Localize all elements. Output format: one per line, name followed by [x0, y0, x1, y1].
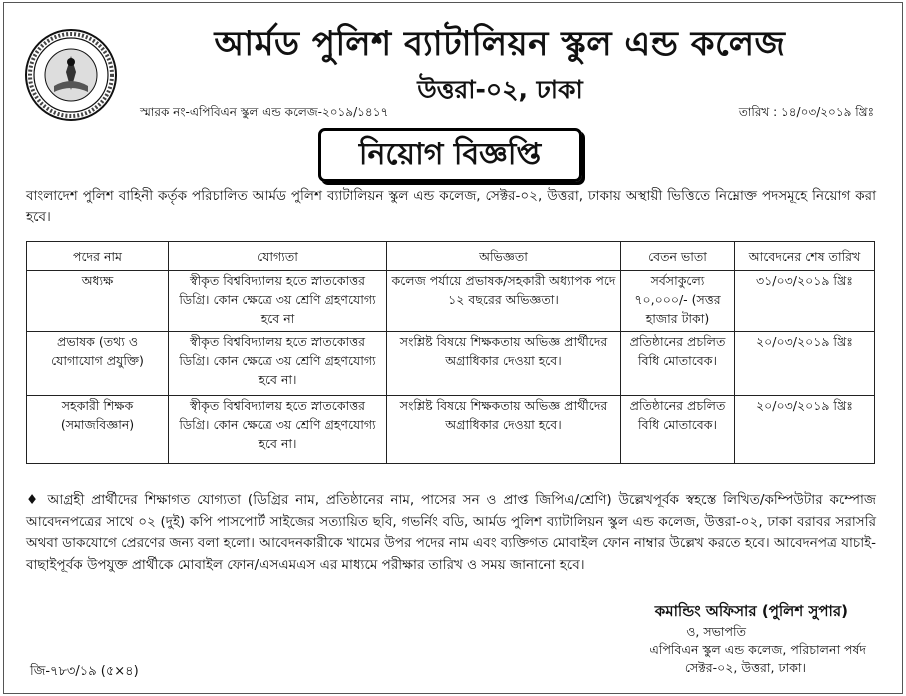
experience: কলেজ পর্যায়ে প্রভাষক/সহকারী অধ্যাপক পদে ১২ বছরের অভিজ্ঞতা।: [387, 271, 621, 332]
col-header-deadline: আবেদনের শেষ তারিখ: [735, 242, 875, 271]
experience: সংশ্লিষ্ট বিষয়ে শিক্ষকতায় অভিজ্ঞ প্রার্থীদের অগ্রাধিকার দেওয়া হবে।: [387, 332, 621, 396]
intro-paragraph: বাংলাদেশ পুলিশ বাহিনী কর্তৃক পরিচালিত আর্মড পুলিশ ব্যাটালিয়ন স্কুল এন্ড কলেজ, সেক্টর-০২, উত্তরা, ঢাকায় অস্থায়ী ভিত্তিতে নিম্নোক্ত পদসমূহে নিয়োগ করা হবে।: [26, 188, 876, 225]
salary: সর্বসাকুল্যে ৭০,০০০/- (সত্তর হাজার টাকা): [621, 271, 735, 332]
memo-number: স্মারক নং-এপিবিএন স্কুল এন্ড কলেজ-২০১৯/১৪১৭: [140, 105, 389, 119]
signatory-title: কমান্ডিং অফিসার (পুলিশ সুপার): [654, 602, 848, 620]
col-header-qualification: যোগ্যতা: [169, 242, 387, 271]
institution-title: আর্মড পুলিশ ব্যাটালিয়ন স্কুল এন্ড কলেজ: [214, 24, 786, 64]
table-row: [27, 332, 875, 396]
qualification: স্বীকৃত বিশ্ববিদ্যালয় হতে স্নাতকোত্তর ডিগ্রি। কোন ক্ষেত্রে ৩য় শ্রেণি গ্রহণযোগ্য হবে না: [169, 271, 387, 332]
col-header-salary: বেতন ভাতা: [621, 242, 735, 271]
qualification: স্বীকৃত বিশ্ববিদ্যালয় হতে স্নাতকোত্তর ডিগ্রি। কোন ক্ষেত্রে ৩য় শ্রেণি গ্রহণযোগ্য হবে না।: [169, 396, 387, 464]
print-reference: জি-৭৮৩/১৯ (৫×৪): [30, 664, 139, 679]
notice-date: তারিখ : ১৪/০৩/২০১৯ খ্রিঃ: [738, 105, 874, 119]
notice-heading: নিয়োগ বিজ্ঞপ্তি: [318, 128, 582, 182]
deadline: ২০/০৩/২০১৯ খ্রিঃ: [735, 332, 875, 396]
table-row: [27, 271, 875, 332]
salary: প্রতিষ্ঠানের প্রচলিত বিধি মোতাবেক।: [621, 396, 735, 464]
vacancy-table: [26, 241, 875, 464]
table-row: [27, 396, 875, 464]
deadline: ২০/০৩/২০১৯ খ্রিঃ: [735, 396, 875, 464]
post-name: প্রভাষক (তথ্য ও যোগাযোগ প্রযুক্তি): [27, 332, 169, 396]
qualification: স্বীকৃত বিশ্ববিদ্যালয় হতে স্নাতকোত্তর ডিগ্রি। কোন ক্ষেত্রে ৩য় শ্রেণি গ্রহণযোগ্য হবে না।: [169, 332, 387, 396]
post-name: অধ্যক্ষ: [27, 271, 169, 332]
signatory-body: এপিবিএন স্কুল এন্ড কলেজ, পরিচালনা পর্ষদ: [649, 642, 866, 657]
school-emblem-icon: [24, 28, 118, 122]
col-header-post: পদের নাম: [27, 242, 169, 271]
experience: সংশ্লিষ্ট বিষয়ে শিক্ষকতায় অভিজ্ঞ প্রার্থীদের অগ্রাধিকার দেওয়া হবে।: [387, 396, 621, 464]
col-header-experience: অভিজ্ঞতা: [387, 242, 621, 271]
post-name: সহকারী শিক্ষক (সমাজবিজ্ঞান): [27, 396, 169, 464]
deadline: ৩১/০৩/২০১৯ খ্রিঃ: [735, 271, 875, 332]
table-header-row: [27, 242, 875, 271]
signatory-address: সেক্টর-০২, উত্তরা, ঢাকা।: [684, 660, 806, 675]
signatory-role: ও, সভাপতি: [686, 624, 746, 639]
salary: প্রতিষ্ঠানের প্রচলিত বিধি মোতাবেক।: [621, 332, 735, 396]
institution-location: উত্তরা-০২, ঢাকা: [417, 75, 583, 104]
application-instructions: ♦ আগ্রহী প্রার্থীদের শিক্ষাগত যোগ্যতা (ডিগ্রির নাম, প্রতিষ্ঠানের নাম, পাসের সন ও প্রাপ্ত জিপিএ/শ্রেণি) উল্লেখপূর্বক স্বহস্তে লিখিত/কম্পিউটার কম্পোজ আবেদনপত্রের সাথে ০২ (দুই) কপি পাসপোর্ট সাইজের সত্যায়িত ছবি, গভর্নিং বডি, আর্মড পুলিশ ব্যাটালিয়ন স্কুল এন্ড কলেজ, উত্তরা-০২, ঢাকা বরাবর সরাসরি অথবা ডাকযোগে প্রেরণের জন্য বলা হলো। আবেদনকারীকে খামের উপর পদের নাম এবং ব্যক্তিগত মোবাইল ফোন নাম্বার উল্লেখ করতে হবে। আবেদনপত্র যাচাই-বাছাইপূর্বক উপযুক্ত প্রার্থীকে মোবাইল ফোন/এসএমএস এর মাধ্যমে পরীক্ষার তারিখ ও সময় জানানো হবে।: [26, 492, 876, 573]
